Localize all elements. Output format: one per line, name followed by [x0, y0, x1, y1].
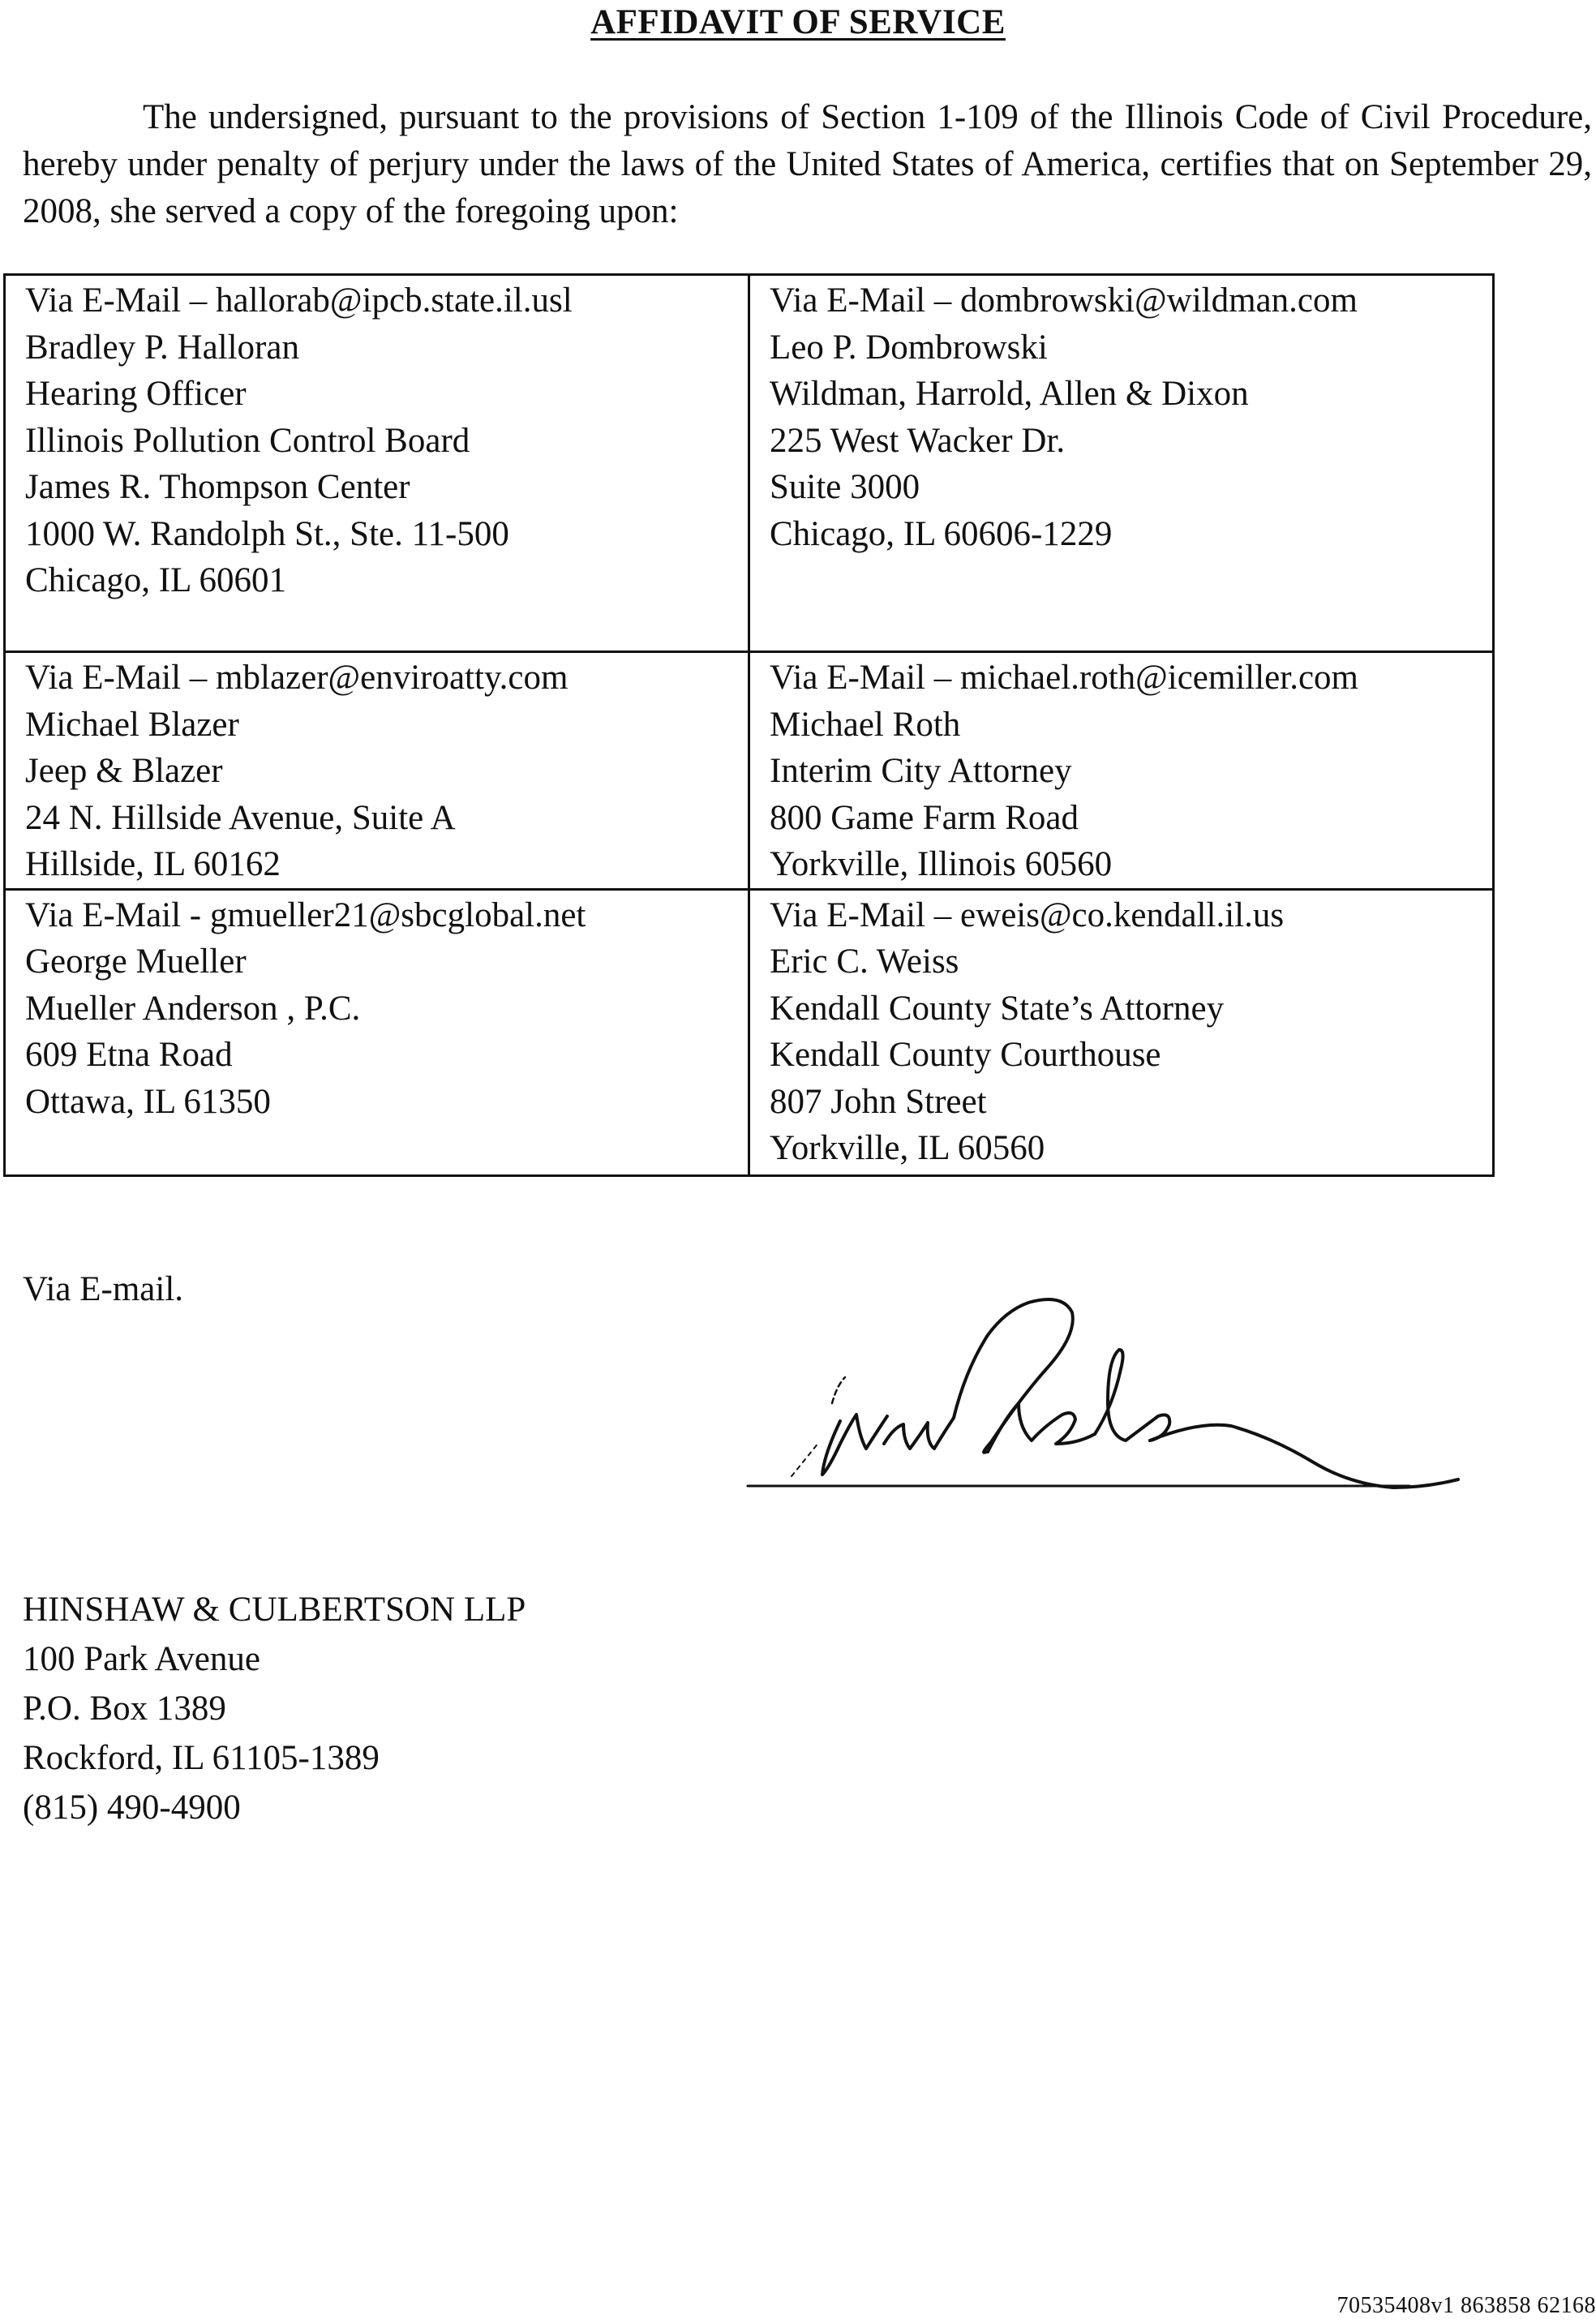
recipient-name: Michael Roth: [770, 705, 961, 744]
table-row: [5, 652, 1494, 890]
recipient-name: Eric C. Weiss: [770, 943, 959, 981]
signature-stroke: [822, 1415, 887, 1475]
recipient-line: 800 Game Farm Road: [770, 798, 1079, 837]
recipient-name: Bradley P. Halloran: [25, 328, 299, 367]
recipient-line: Kendall County Courthouse: [770, 1036, 1161, 1074]
recipient-email: Via E-Mail – michael.roth@icemiller.com: [770, 659, 1358, 697]
intro-line-1: The undersigned, pursuant to the provisions of Section 1-109 of the Illinois Code of Civil: [143, 98, 1431, 136]
recipient-line: Hearing Officer: [25, 375, 247, 413]
recipient-line: Jeep & Blazer: [25, 752, 223, 790]
recipient-line: 807 John Street: [770, 1082, 987, 1121]
recipient-cell-halloran: [5, 275, 749, 652]
recipient-line: Mueller Anderson , P.C.: [25, 989, 361, 1028]
signature-block: [744, 1282, 1491, 1492]
firm-po-box: P.O. Box 1389: [23, 1690, 226, 1728]
recipient-line: 609 Etna Road: [25, 1036, 233, 1074]
recipient-email: Via E-Mail – mblazer@enviroatty.com: [25, 659, 568, 697]
recipient-line: Ottawa, IL 61350: [25, 1082, 271, 1121]
recipient-line: Illinois Pollution Control Board: [25, 421, 470, 460]
recipient-line: Interim City Attorney: [770, 752, 1072, 790]
recipient-line: Hillside, IL 60162: [25, 845, 281, 883]
signature-stroke: [884, 1418, 954, 1449]
recipient-line: James R. Thompson Center: [25, 468, 410, 506]
intro-line-2: Procedure, hereby under penalty of perjury under the laws of the United States of America,: [23, 98, 1592, 183]
recipient-line: Suite 3000: [770, 468, 920, 506]
table-row: [5, 275, 1494, 652]
recipient-name: Michael Blazer: [25, 705, 239, 744]
recipient-cell-blazer: [5, 652, 749, 890]
recipient-email: Via E-Mail – hallorab@ipcb.state.il.usl: [25, 281, 573, 320]
signature-stroke: [832, 1377, 845, 1403]
recipient-line: Chicago, IL 60606-1229: [770, 514, 1113, 553]
firm-phone: (815) 490-4900: [23, 1788, 241, 1827]
recipient-line: 24 N. Hillside Avenue, Suite A: [25, 798, 456, 837]
recipient-line: 225 West Wacker Dr.: [770, 421, 1066, 460]
recipient-line: Yorkville, IL 60560: [770, 1129, 1045, 1167]
delivery-note: Via E-mail.: [23, 1270, 184, 1308]
recipient-line: 1000 W. Randolph St., Ste. 11-500: [25, 514, 509, 553]
intro-paragraph: [23, 94, 1592, 235]
table-row: [5, 889, 1494, 1175]
document-title: AFFIDAVIT OF SERVICE: [590, 3, 1006, 41]
recipient-email: Via E-Mail - gmueller21@sbcglobal.net: [25, 895, 586, 934]
recipient-cell-dombrowski: [749, 275, 1494, 652]
signature-stroke: [988, 1403, 1095, 1452]
intro-line-3: certifies that on September 29, 2008, she served a copy of the foregoing upon:: [23, 145, 1592, 230]
signature-stroke: [954, 1299, 1073, 1453]
firm-city: Rockford, IL 61105-1389: [23, 1739, 380, 1777]
recipient-line: Chicago, IL 60601: [25, 561, 287, 599]
recipient-line: Wildman, Harrold, Allen & Dixon: [770, 375, 1249, 413]
document-id: 70535408v1 863858 62168: [1336, 2293, 1596, 2318]
recipient-name: Leo P. Dombrowski: [770, 328, 1048, 367]
firm-name: HINSHAW & CULBERTSON LLP: [23, 1591, 526, 1629]
firm-street: 100 Park Avenue: [23, 1640, 260, 1678]
handwritten-signature: [744, 1282, 1491, 1492]
signature-stroke: [1150, 1425, 1458, 1488]
recipient-email: Via E-Mail – dombrowski@wildman.com: [770, 281, 1358, 320]
recipient-line: Yorkville, Illinois 60560: [770, 845, 1113, 883]
signature-stroke: [792, 1442, 819, 1476]
recipient-cell-weiss: [749, 889, 1494, 1175]
firm-address-block: [23, 1585, 526, 1832]
recipient-cell-roth: [749, 652, 1494, 890]
recipient-name: George Mueller: [25, 943, 247, 981]
recipient-email: Via E-Mail – eweis@co.kendall.il.us: [770, 895, 1285, 934]
recipient-cell-mueller: [5, 889, 749, 1175]
signature-stroke: [1095, 1350, 1169, 1441]
service-list-table: [3, 273, 1495, 1177]
recipient-line: Kendall County State’s Attorney: [770, 989, 1225, 1028]
